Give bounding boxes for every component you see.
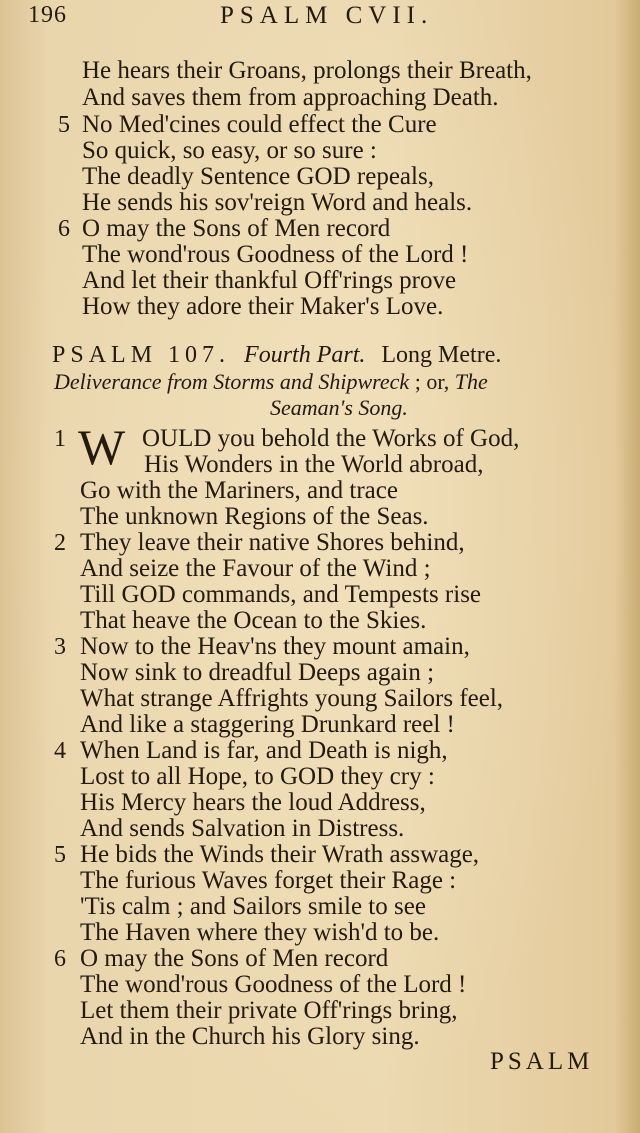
- verse-line: O may the Sons of Men record: [82, 215, 391, 242]
- verse-line: The unknown Regions of the Seas.: [80, 503, 429, 530]
- verse-line: The wond'rous Goodness of the Lord !: [82, 241, 469, 268]
- verse-line: Go with the Mariners, and trace: [80, 477, 398, 504]
- verse-line: The wond'rous Goodness of the Lord !: [80, 971, 467, 998]
- verse-line: And like a staggering Drunkard reel !: [80, 711, 455, 738]
- verse-number: 5: [54, 842, 66, 868]
- psalm-number: PSALM 107.: [52, 342, 231, 368]
- verse-line: That heave the Ocean to the Skies.: [80, 607, 427, 634]
- verse-line: Now to the Heav'ns they mount amain,: [80, 633, 470, 660]
- verse-line: The deadly Sentence GOD repeals,: [82, 163, 434, 190]
- verse-line: What strange Affrights young Sailors feel,: [80, 685, 504, 712]
- psalm-metre: Long Metre.: [381, 342, 502, 368]
- verse-line: And seize the Favour of the Wind ;: [80, 555, 431, 582]
- verse-line: He hears their Groans, prolongs their Breath,: [82, 57, 532, 84]
- psalm-part: Fourth Part.: [244, 342, 366, 368]
- psalm-subtitle: [54, 369, 488, 395]
- verse-line: O may the Sons of Men record: [80, 945, 389, 972]
- verse-line: So quick, so easy, or so sure :: [82, 137, 377, 164]
- running-head: PSALM CVII.: [220, 2, 434, 29]
- verse-line: Till GOD commands, and Tempests rise: [80, 581, 482, 608]
- verse-line: They leave their native Shores behind,: [80, 529, 465, 556]
- drop-cap: W: [78, 419, 126, 475]
- verse-line: 'Tis calm ; and Sailors smile to see: [80, 893, 426, 920]
- psalm-subtitle-line2: Seaman's Song.: [270, 395, 408, 420]
- verse-line: And let their thankful Off'rings prove: [82, 267, 457, 294]
- verse-number: 2: [54, 530, 66, 556]
- verse-line: When Land is far, and Death is nigh,: [80, 737, 448, 764]
- subtitle-italic-end: The: [454, 369, 488, 394]
- verse-number: 1: [54, 426, 66, 452]
- subtitle-plain: ; or,: [409, 369, 455, 394]
- page-number: 196: [28, 2, 67, 28]
- verse-line: His Wonders in the World abroad,: [144, 451, 484, 478]
- catchword: PSALM: [490, 1048, 594, 1075]
- verse-line: And sends Salvation in Distress.: [80, 815, 405, 842]
- verse-line: His Mercy hears the loud Address,: [80, 789, 426, 816]
- verse-number: 6: [58, 216, 70, 242]
- verse-line: How they adore their Maker's Love.: [82, 293, 444, 320]
- verse-line: He bids the Winds their Wrath asswage,: [80, 841, 480, 868]
- verse-number: 5: [58, 112, 70, 138]
- subtitle-italic: Deliverance from Storms and Shipwreck: [54, 369, 410, 394]
- psalm-heading: [52, 342, 501, 368]
- verse-number: 6: [54, 946, 66, 972]
- verse-number: 4: [54, 738, 66, 764]
- verse-line: No Med'cines could effect the Cure: [82, 111, 437, 138]
- verse-line: The furious Waves forget their Rage :: [80, 867, 457, 894]
- verse-line: The Haven where they wish'd to be.: [80, 919, 440, 946]
- verse-line: Let them their private Off'rings bring,: [80, 997, 458, 1024]
- verse-line: And saves them from approaching Death.: [82, 84, 499, 111]
- verse-number: 3: [54, 634, 66, 660]
- verse-line: And in the Church his Glory sing.: [80, 1023, 420, 1050]
- verse-line: OULD you behold the Works of God,: [142, 425, 520, 452]
- verse-line: Now sink to dreadful Deeps again ;: [80, 659, 435, 686]
- verse-line: He sends his sov'reign Word and heals.: [82, 189, 473, 216]
- verse-line: Lost to all Hope, to GOD they cry :: [80, 763, 435, 790]
